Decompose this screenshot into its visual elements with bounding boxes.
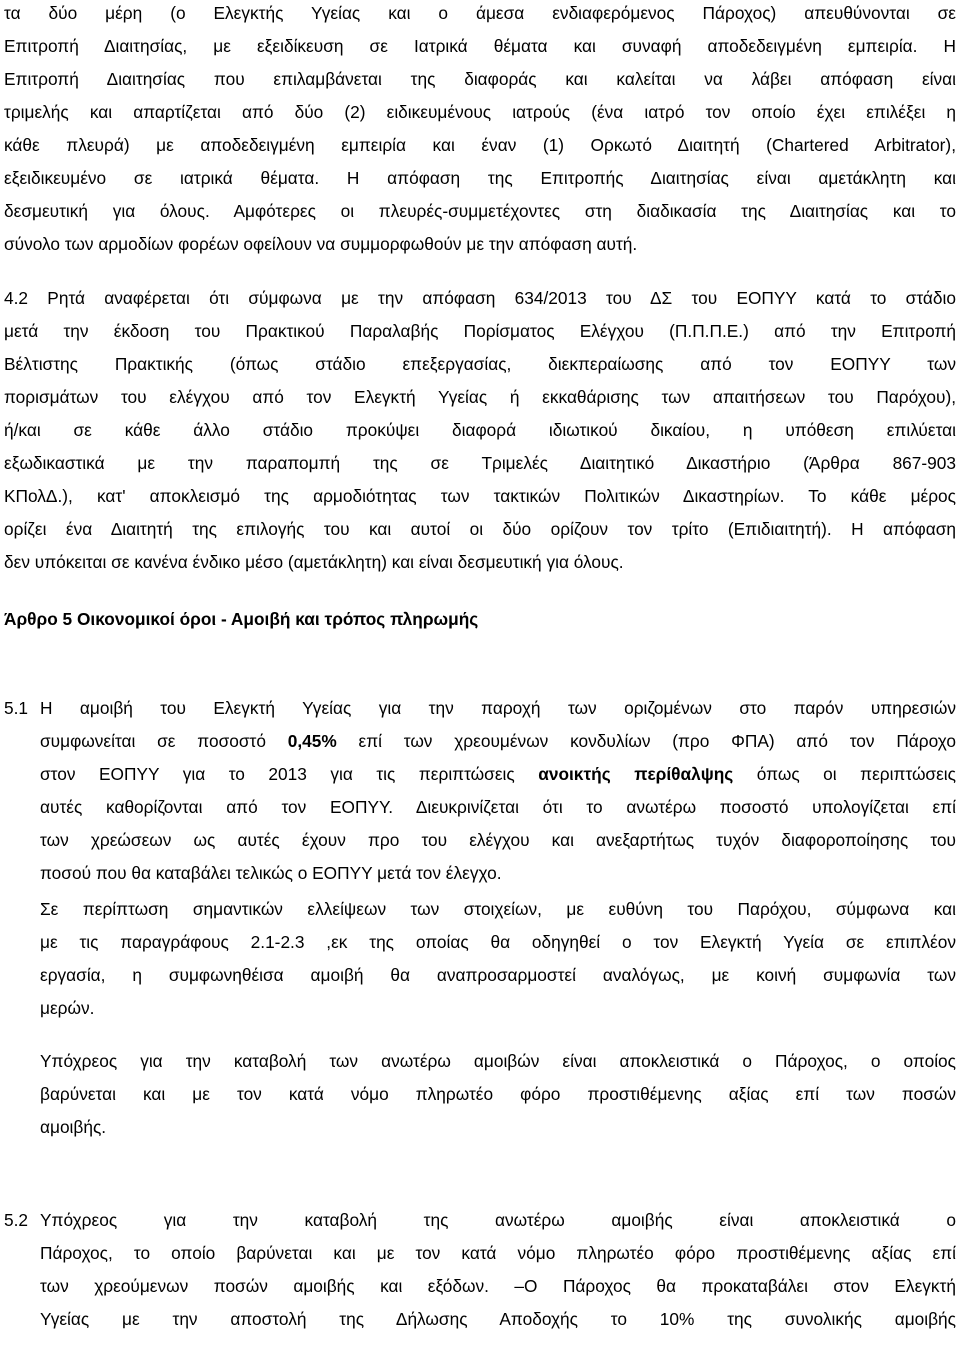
section-5-2-number: 5.2	[4, 1210, 29, 1230]
section-5-1-number: 5.1	[4, 698, 29, 718]
para-4-2-line: ΚΠολΔ.), κατ' αποκλεισμό της αρμοδιότητας των τακτικών Πολιτικών Δικαστηρίων. Το κάθε μέρος	[4, 486, 956, 506]
intro-line: Επιτροπή Διαιτησίας που επιλαμβάνεται της διαφοράς και καλείται να λάβει απόφαση είναι	[4, 69, 956, 89]
section-5-1-para3-line: Υπόχρεος για την καταβολή των ανωτέρω αμοιβών είναι αποκλειστικά ο Πάροχος, ο οποίος	[40, 1051, 956, 1071]
section-5-1-line: αυτές καθορίζονται από τον ΕΟΠΥΥ. Διευκρινίζεται ότι το ανωτέρω ποσοστό υπολογίζεται επί	[40, 797, 956, 817]
section-5-1-line	[40, 730, 956, 752]
intro-line: Επιτροπή Διαιτησίας, με εξειδίκευση σε Ιατρικά θέματα και συναφή αποδεδειγμένη εμπειρία. Η	[4, 36, 956, 56]
para-4-2-line: Βέλτιστης Πρακτικής (όπως στάδιο επεξεργασίας, διεκπεραίωσης από τον ΕΟΠΥΥ των	[4, 354, 956, 374]
outpatient-care-term: ανοικτής περίθαλψης	[538, 764, 734, 784]
intro-line: δεσμευτική για όλους. Αμφότερες οι πλευρές-συμμετέχοντες στη διαδικασία της Διαιτησίας και το	[4, 201, 956, 221]
para-4-2-line: πορισμάτων του ελέγχου από τον Ελεγκτή Υγείας ή εκκαθάρισης των απαιτήσεων του Παρόχου),	[4, 387, 956, 407]
text-segment: επί των χρεουμένων κονδυλίων (προ ΦΠΑ) από τον Πάροχο	[336, 731, 956, 751]
section-5-1-para2-line: μερών.	[40, 998, 95, 1018]
para-4-2-line: δεν υπόκειται σε κανένα ένδικο μέσο (αμετάκλητη) και είναι δεσμευτική για όλους.	[4, 552, 624, 572]
section-5-1-para3-line: αμοιβής.	[40, 1117, 107, 1137]
para-4-2-line: εξωδικαστικά με την παραπομπή της σε Τριμελές Διαιτητικό Δικαστήριο (Άρθρα 867-903	[4, 453, 956, 473]
para-4-2-line: ή/και σε κάθε άλλο στάδιο προκύψει διαφορά ιδιωτικού δικαίου, η υπόθεση επιλύεται	[4, 420, 956, 440]
section-5-1-line	[40, 763, 956, 785]
article-5-heading: Άρθρο 5 Οικονομικοί όροι - Αμοιβή και τρόπος πληρωμής	[4, 609, 479, 629]
para-4-2-line: μετά την έκδοση του Πρακτικού Παραλαβής Πορίσματος Ελέγχου (Π.Π.Π.Ε.) από την Επιτροπή	[4, 321, 956, 341]
text-segment: όπως οι περιπτώσεις	[733, 764, 956, 784]
rate-value: 0,45%	[287, 731, 337, 751]
intro-line: τα δύο μέρη (ο Ελεγκτής Υγείας και ο άμεσα ενδιαφερόμενος Πάροχος) απευθύνονται σε	[4, 3, 956, 23]
section-5-1-para2-line: με τις παραγράφους 2.1-2.3 ,εκ της οποίας θα οδηγηθεί ο τον Ελεγκτή Υγεία σε επιπλέον	[40, 932, 956, 952]
para-4-2-line: ορίζει ένα Διαιτητή της επιλογής του και αυτοί οι δύο ορίζουν τον τρίτο (Επιδιαιτητή). Η απόφαση	[4, 519, 956, 539]
intro-line: εξειδικευμένο σε ιατρικά θέματα. Η απόφαση της Επιτροπής Διαιτησίας είναι αμετάκλητη και	[4, 168, 956, 188]
intro-line: τριμελής και απαρτίζεται από δύο (2) ειδικευμένους ιατρούς (ένα ιατρό τον οποίο έχει επιλέξει η	[4, 102, 956, 122]
section-5-2-line: Υπόχρεος για την καταβολή της ανωτέρω αμοιβής είναι αποκλειστικά ο	[40, 1210, 956, 1230]
para-4-2-line: 4.2 Ρητά αναφέρεται ότι σύμφωνα με την απόφαση 634/2013 του ΔΣ του ΕΟΠΥΥ κατά το στάδιο	[4, 288, 956, 308]
section-5-1-para3-line: βαρύνεται και με τον κατά νόμο πληρωτέο φόρο προστιθέμενης αξίας επί των ποσών	[40, 1084, 956, 1104]
section-5-1-para2-line: Σε περίπτωση σημαντικών ελλείψεων των στοιχείων, με ευθύνη του Παρόχου, σύμφωνα και	[40, 899, 956, 919]
section-5-2-line: Πάροχος, το οποίο βαρύνεται και με τον κατά νόμο πληρωτέο φόρο προστιθέμενης αξίας επί	[40, 1243, 956, 1263]
intro-line: κάθε πλευρά) με αποδεδειγμένη εμπειρία και έναν (1) Ορκωτό Διαιτητή (Chartered Arbitrator),	[4, 135, 956, 155]
section-5-2-line: των χρεούμενων ποσών αμοιβής και εξόδων. –Ο Πάροχος θα προκαταβάλει στον Ελεγκτή	[40, 1276, 956, 1296]
section-5-1-line: των χρεώσεων ως αυτές έχουν προ του ελέγχου και ανεξαρτήτως τυχόν διαφοροποίησης του	[40, 830, 956, 850]
section-5-1-line: ποσού που θα καταβάλει τελικώς ο ΕΟΠΥΥ μετά τον έλεγχο.	[40, 863, 502, 883]
intro-line: σύνολο των αρμοδίων φορέων οφείλουν να συμμορφωθούν με την απόφαση αυτή.	[4, 234, 638, 254]
section-5-2-line: Υγείας με την αποστολή της Δήλωσης Αποδοχής το 10% της συνολικής αμοιβής	[40, 1309, 956, 1329]
text-segment: συμφωνείται σε ποσοστό	[40, 731, 288, 751]
section-5-1-para2-line: εργασία, η συμφωνηθέισα αμοιβή θα αναπροσαρμοστεί αναλόγως, με κοινή συμφωνία των	[40, 965, 956, 985]
section-5-1-line: Η αμοιβή του Ελεγκτή Υγείας για την παροχή των οριζομένων στο παρόν υπηρεσιών	[40, 698, 956, 718]
text-segment: στον ΕΟΠΥΥ για το 2013 για τις περιπτώσεις	[40, 764, 539, 784]
